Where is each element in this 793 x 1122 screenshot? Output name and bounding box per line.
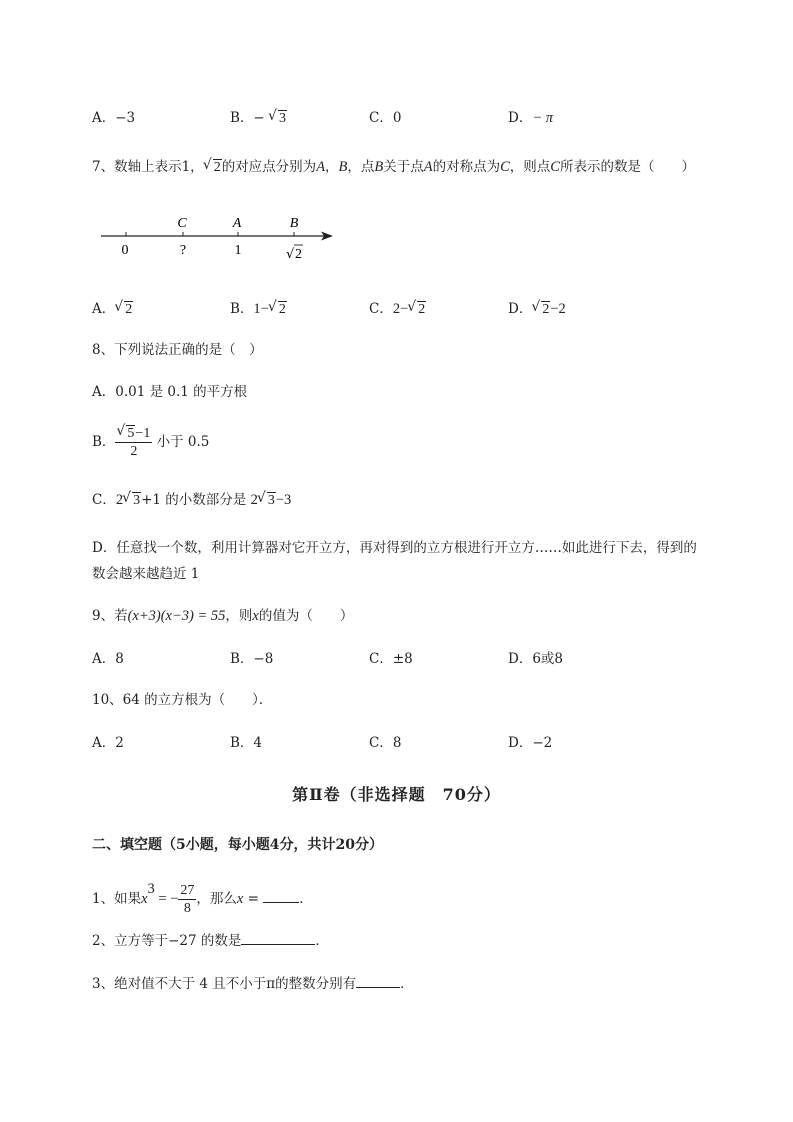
fill3-text: 3、绝对值不大于 4 且不小于π的整数分别有 bbox=[92, 976, 357, 992]
numerator-suffix: −1 bbox=[135, 426, 151, 441]
q7-option-b bbox=[230, 299, 287, 320]
fraction bbox=[115, 425, 152, 460]
q9-prefix: 9、若 bbox=[92, 608, 128, 624]
sqrt-symbol: √ bbox=[286, 247, 295, 262]
var-b: B bbox=[374, 159, 384, 175]
sqrt-symbol bbox=[532, 299, 550, 320]
option-value: −3 bbox=[115, 110, 136, 126]
q7-text: 的对应点分别为 bbox=[221, 159, 317, 175]
q7-text: ，则点 bbox=[509, 159, 551, 175]
fill2-end: ． bbox=[315, 933, 329, 949]
fraction-numerator: 27 bbox=[180, 883, 195, 898]
radicand: 3 bbox=[279, 111, 287, 126]
q7-prefix: 7、数轴上表示1， bbox=[92, 159, 204, 175]
q8-stem: 8、下列说法正确的是（ ） bbox=[92, 342, 263, 358]
fill1-prefix: 1、如果 bbox=[92, 891, 142, 907]
q9-option-a: A．8 bbox=[92, 651, 124, 667]
number-line-figure bbox=[95, 210, 340, 268]
option-label: A． bbox=[92, 110, 116, 126]
fill1-text: ，那么 bbox=[196, 891, 237, 907]
equals-sign: = − bbox=[154, 891, 179, 907]
var-a: A bbox=[423, 159, 433, 175]
point-label-a: A bbox=[232, 216, 242, 231]
q9-option-b: B．−8 bbox=[230, 651, 274, 667]
option-label: C． bbox=[92, 492, 116, 508]
part2-title: 第Ⅱ卷（非选择题 70分） bbox=[292, 785, 501, 804]
q9-option-d: D．6或8 bbox=[508, 651, 564, 667]
tick-label-0: 0 bbox=[121, 243, 129, 258]
equals-sign: = bbox=[243, 891, 264, 907]
sqrt-symbol bbox=[115, 299, 133, 320]
coefficient: 2 bbox=[115, 492, 124, 508]
coefficient: 2 bbox=[250, 492, 258, 508]
sqrt-symbol bbox=[204, 157, 222, 178]
q8-option-c bbox=[92, 490, 291, 511]
answer-blank[interactable] bbox=[263, 889, 299, 903]
answer-blank[interactable] bbox=[356, 974, 400, 988]
option-value: 0 bbox=[392, 110, 402, 126]
tick-label-1: 1 bbox=[234, 243, 242, 258]
option-prefix: 2− bbox=[392, 301, 409, 317]
q10-stem: 10、64 的立方根为（ ）． bbox=[92, 692, 273, 708]
option-label: D． bbox=[508, 110, 533, 126]
sqrt-symbol bbox=[258, 490, 276, 511]
fill2-text: 2、立方等于−27 的数是 bbox=[92, 933, 242, 949]
point-label-c: C bbox=[177, 216, 187, 231]
equation: (x+3)(x−3) = 55 bbox=[127, 608, 226, 624]
var-a: A bbox=[316, 159, 326, 175]
point-label-b: B bbox=[289, 216, 299, 231]
q8-option-d-line2: 数会越来越趋近 1 bbox=[92, 566, 200, 582]
option-label: B． bbox=[92, 434, 116, 450]
fill1-end: ． bbox=[299, 891, 313, 907]
var-c: C bbox=[500, 159, 510, 175]
sqrt-symbol bbox=[269, 108, 287, 129]
fraction-denominator: 2 bbox=[130, 444, 138, 459]
option-suffix: −2 bbox=[550, 301, 566, 317]
option-label: B． bbox=[230, 110, 254, 126]
q6-option-b bbox=[230, 108, 287, 129]
q6-option-c bbox=[369, 108, 401, 128]
q8-option-b bbox=[92, 425, 209, 460]
q7-text: 所表示的数是（ ） bbox=[559, 159, 695, 175]
radicand: 2 bbox=[418, 302, 426, 317]
fraction-numerator bbox=[115, 425, 152, 443]
q6-option-d bbox=[508, 108, 553, 128]
q10-option-c: C．8 bbox=[369, 735, 402, 751]
fraction bbox=[178, 882, 196, 917]
answer-blank[interactable] bbox=[241, 931, 315, 945]
variable-x: x bbox=[141, 891, 148, 907]
sqrt-symbol bbox=[408, 299, 426, 320]
sqrt-symbol bbox=[123, 490, 141, 511]
radicand: 2 bbox=[542, 302, 550, 317]
var-b: B bbox=[338, 159, 348, 175]
sqrt-symbol bbox=[117, 425, 135, 442]
q9-option-c: C．±8 bbox=[369, 651, 413, 667]
q9-text: ，则 bbox=[225, 608, 253, 624]
radicand: 3 bbox=[133, 493, 141, 508]
fill-question-1 bbox=[92, 882, 313, 917]
q7-option-a bbox=[92, 299, 133, 320]
q7-stem bbox=[92, 157, 695, 178]
q6-option-a bbox=[92, 108, 135, 128]
fill-question-2 bbox=[92, 931, 329, 951]
q7-option-d bbox=[508, 299, 566, 320]
q9-text: 的值为（ ） bbox=[258, 608, 354, 624]
var-c: C bbox=[550, 159, 560, 175]
option-label: D． bbox=[508, 301, 533, 317]
q9-stem bbox=[92, 606, 353, 626]
option-label: A． bbox=[92, 301, 116, 317]
variable-x: x bbox=[252, 608, 259, 624]
option-label: B． bbox=[230, 301, 254, 317]
q7-text: 的对称点为 bbox=[432, 159, 501, 175]
q10-option-a: A．2 bbox=[92, 735, 124, 751]
q10-option-b: B．4 bbox=[230, 735, 263, 751]
exponent: 3 bbox=[147, 881, 155, 897]
q7-option-c bbox=[369, 299, 426, 320]
option-prefix: − bbox=[253, 110, 265, 126]
radicand: 2 bbox=[278, 302, 286, 317]
option-text: +1 的小数部分是 bbox=[141, 492, 251, 508]
q8-option-d-line1: D．任意找一个数，利用计算器对它开立方，再对得到的立方根进行开立方……如此进行下去，得到的 bbox=[92, 540, 697, 556]
tick-label-sqrt2: 2 bbox=[295, 247, 302, 262]
separator: ， bbox=[325, 159, 339, 175]
option-value: − π bbox=[532, 110, 554, 126]
section-fill-in-heading: 二、填空题（5小题，每小题4分，共计20分） bbox=[92, 837, 383, 853]
radicand: 2 bbox=[213, 160, 221, 175]
radicand: 5 bbox=[127, 426, 135, 441]
option-suffix: −3 bbox=[275, 492, 292, 508]
q7-text: 关于点 bbox=[383, 159, 424, 175]
option-suffix: 小于 0.5 bbox=[152, 434, 210, 450]
q8-option-a: A．0.01 是 0.1 的平方根 bbox=[92, 384, 248, 400]
radicand: 2 bbox=[125, 302, 133, 317]
option-label: C． bbox=[369, 301, 393, 317]
fill3-end: ． bbox=[400, 976, 414, 992]
fill-question-3 bbox=[92, 974, 414, 994]
fraction-denominator: 8 bbox=[183, 901, 191, 916]
option-label: C． bbox=[369, 110, 393, 126]
q10-option-d: D．−2 bbox=[508, 735, 553, 751]
variable-x: x bbox=[236, 891, 244, 907]
q7-text: ，点 bbox=[347, 159, 375, 175]
radicand: 3 bbox=[267, 493, 275, 508]
tick-label-unknown: ? bbox=[179, 243, 187, 258]
option-prefix: 1− bbox=[253, 301, 269, 317]
sqrt-symbol bbox=[269, 299, 287, 320]
